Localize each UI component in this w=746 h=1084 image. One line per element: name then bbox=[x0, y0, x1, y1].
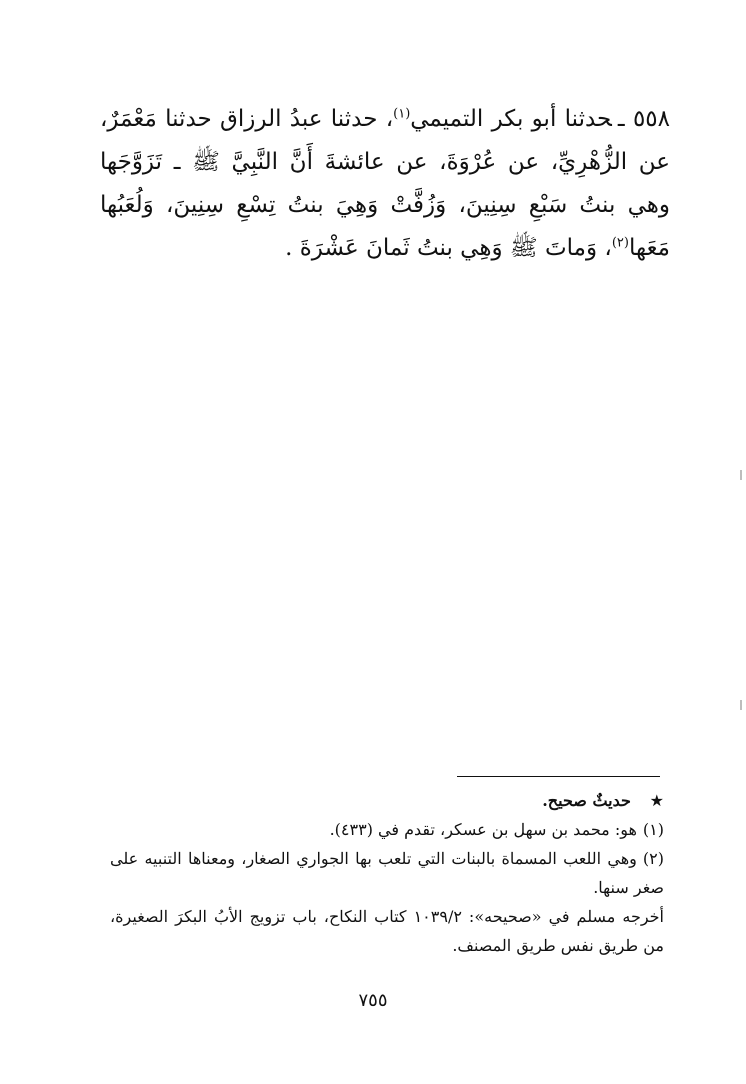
footnote-1 bbox=[110, 815, 664, 844]
footnote-1-text: هو: محمد بن سهل بن عسكر، تقدم في (٤٣٣). bbox=[329, 820, 637, 839]
footnotes bbox=[110, 786, 664, 960]
scan-edge-mark bbox=[740, 470, 742, 480]
hadith-grade: حديثٌ صحيح. bbox=[542, 791, 631, 810]
scan-edge-mark bbox=[740, 700, 742, 710]
footnote-source: أخرجه مسلم في «صحيحه»: ١٠٣٩/٢ كتاب النكاح، باب تزويج الأبُ البكرَ الصغيرة، من طريق نفس طريق المصنف. bbox=[110, 907, 664, 955]
hadith-text-part-2: ، حدثنا عبدُ الرزاق حدثنا مَعْمَرٌ، عن الزُّهْرِيِّ، عن عُرْوَةَ، عن عائشةَ أَنَّ النَّبِيَّ ﷺ ـ تَزَوَّجَها وهي بنتُ سَبْعِ سِنِينَ، وَزُفَّتْ وَهِيَ بنتُ تِسْعِ سِنِينَ، وَلُعَبُها مَعَها bbox=[100, 106, 670, 261]
footnote-marker-1: (١) bbox=[393, 106, 411, 122]
page-number: ٧٥٥ bbox=[358, 990, 388, 1011]
footnote-2-text: وهي اللعب المسماة بالبنات التي تلعب بها الجواري الصغار، ومعناها التنبيه على صغر سنها. bbox=[110, 849, 664, 897]
footnote-separator bbox=[457, 776, 660, 777]
footnote-marker-2: (٢) bbox=[611, 235, 629, 251]
footnote-1-number: (١) bbox=[642, 820, 664, 839]
hadith-number: ٥٥٨ ـ bbox=[617, 106, 670, 132]
footnote-2 bbox=[110, 844, 664, 902]
footnote-2-number: (٢) bbox=[642, 849, 664, 868]
hadith-text-part-3: ، وَماتَ ﷺ وَهِي بنتُ ثَمانَ عَشْرَةَ . bbox=[285, 235, 612, 261]
grade-line bbox=[110, 786, 664, 815]
hadith-text bbox=[100, 98, 670, 270]
hadith-text-part-1: حدثنا أبو بكر التميمي bbox=[410, 106, 612, 132]
star-icon: ★ bbox=[649, 791, 664, 810]
